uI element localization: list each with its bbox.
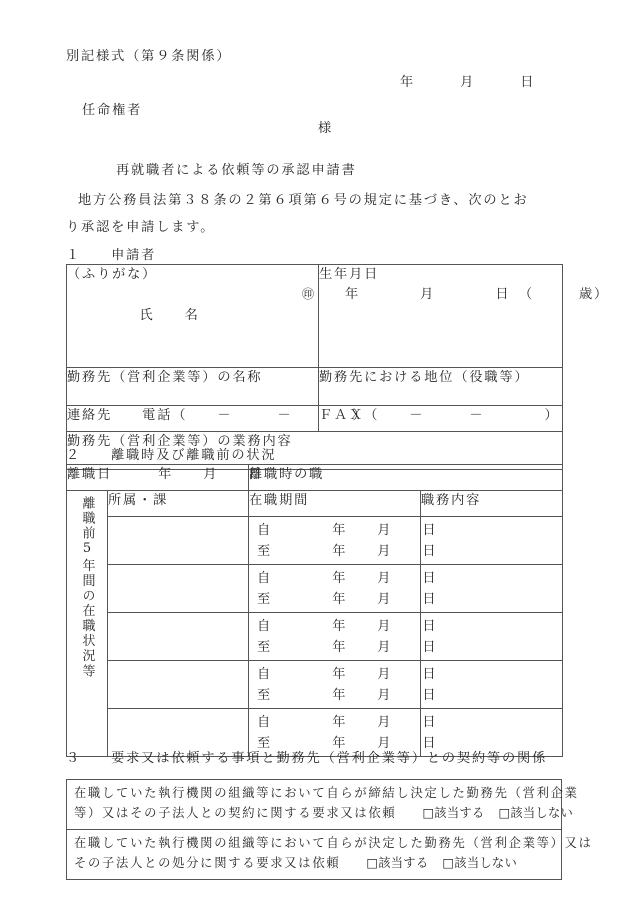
section-2-heading: ２ 離職時及び離職前の状況 xyxy=(66,448,277,463)
relation-answer-line xyxy=(74,854,555,874)
duties-input-cell[interactable] xyxy=(421,661,563,709)
appointer-label: 任命権者 xyxy=(82,103,143,118)
column-header-duties xyxy=(421,491,563,517)
duties-input-cell[interactable] xyxy=(421,517,563,565)
period-stack xyxy=(249,709,438,754)
period-to-label[interactable]: 至 年 月 日 xyxy=(257,544,438,560)
period-stack xyxy=(249,613,438,658)
workplace-position-cell[interactable] xyxy=(319,368,563,406)
name-label-row xyxy=(67,285,318,367)
retirement-status-table xyxy=(66,464,563,757)
checkbox-applicable[interactable]: □該当する xyxy=(366,855,429,870)
retire-date-fields[interactable]: 年 月 日 xyxy=(158,467,264,482)
applicant-birthdate-cell[interactable] xyxy=(319,265,610,368)
period-from-label[interactable]: 自 年 月 日 xyxy=(257,523,438,538)
duties-input-cell[interactable] xyxy=(421,709,563,757)
retire-date-line xyxy=(67,465,264,485)
relation-text-line-2: その子法人との処分に関する要求又は依頼 xyxy=(74,855,341,870)
contact-fax-cell[interactable] xyxy=(319,406,563,432)
dept-input-cell[interactable] xyxy=(108,565,249,613)
name-label: 氏 名 xyxy=(139,307,200,323)
period-from-label[interactable]: 自 年 月 日 xyxy=(257,619,438,634)
period-to-label[interactable]: 至 年 月 日 xyxy=(257,736,438,752)
period-cell[interactable] xyxy=(249,517,438,565)
retire-date-cell[interactable] xyxy=(67,465,264,491)
table-row xyxy=(67,491,563,517)
relation-text-line-2: 等）又はその子法人との契約に関する要求又は依頼 xyxy=(74,805,397,820)
table-row xyxy=(67,780,562,830)
period-from-label[interactable]: 自 年 月 日 xyxy=(257,667,438,682)
section-3-heading: ３ 要求又は依頼する事項と勤務先（営利企業等）との契約等の関係 xyxy=(66,751,548,766)
period-stack xyxy=(249,565,438,610)
applicant-table xyxy=(66,264,610,470)
relation-text-line-1: 在職していた執行機関の組織等において自らが締結し決定した勤務先（営利企業 xyxy=(74,786,579,800)
table-row xyxy=(67,709,563,757)
period-cell[interactable] xyxy=(249,661,438,709)
column-header-period xyxy=(249,491,421,517)
date-entry-line[interactable]: 年 月 日 xyxy=(400,75,536,90)
section-1-heading: １ 申請者 xyxy=(66,248,157,263)
period-from-label[interactable]: 自 年 月 日 xyxy=(257,571,438,586)
table-row xyxy=(67,613,563,661)
checkbox-applicable[interactable]: □該当する xyxy=(422,805,485,820)
column-header-period-label: 在職期間 xyxy=(249,493,310,508)
dept-input-cell[interactable] xyxy=(108,709,249,757)
relation-answer-line xyxy=(74,804,574,824)
business-content-label: 勤務先（営利企業等）の業務内容 xyxy=(67,434,293,450)
table-row xyxy=(67,368,563,406)
period-stack xyxy=(249,661,438,706)
relation-row-contract[interactable] xyxy=(67,780,579,830)
period-to-label[interactable]: 至 年 月 日 xyxy=(257,688,438,704)
contact-fax-label[interactable]: ＦＡＸ（ － － ） xyxy=(319,408,560,424)
table-row xyxy=(67,661,563,709)
table-row xyxy=(67,565,563,613)
addressee-honorific: 様 xyxy=(318,121,334,136)
period-stack xyxy=(249,517,438,562)
table-row xyxy=(67,517,563,565)
furigana-label: （ふりがな） xyxy=(67,267,158,282)
column-header-duties-label: 職務内容 xyxy=(421,493,482,508)
workplace-position-label: 勤務先における地位（役職等） xyxy=(319,370,530,386)
retire-position-label: 離職時の職 xyxy=(249,467,325,482)
period-to-label[interactable]: 至 年 月 日 xyxy=(257,592,438,608)
seal-icon: ㊞ xyxy=(301,287,314,302)
column-header-dept xyxy=(108,491,249,517)
pre-retirement-vertical-label: 離職前5年間の在職状況等 xyxy=(79,496,95,679)
period-cell[interactable] xyxy=(249,709,438,757)
vertical-label-cell xyxy=(67,491,108,757)
applicant-name-cell[interactable] xyxy=(67,265,319,368)
relation-row-disposition[interactable] xyxy=(67,829,593,879)
table-row xyxy=(67,465,563,491)
statement-line-2: り承認を申請します。 xyxy=(66,220,216,235)
form-code-label: 別記様式（第９条関係） xyxy=(66,49,232,64)
period-cell[interactable] xyxy=(249,613,438,661)
dept-input-cell[interactable] xyxy=(108,517,249,565)
table-row xyxy=(67,265,563,368)
statement-line-1: 地方公務員法第３８条の２第６項第６号の規定に基づき、次のとお xyxy=(78,193,529,208)
checkbox-not-applicable[interactable]: □該当しない xyxy=(442,855,517,870)
period-cell[interactable] xyxy=(249,565,438,613)
workplace-name-label: 勤務先（営利企業等）の名称 xyxy=(67,370,263,386)
duties-input-cell[interactable] xyxy=(421,565,563,613)
birthdate-label: 生年月日 xyxy=(319,267,380,282)
period-from-label[interactable]: 自 年 月 日 xyxy=(257,715,438,730)
period-to-label[interactable]: 至 年 月 日 xyxy=(257,640,438,656)
dept-input-cell[interactable] xyxy=(108,661,249,709)
birthdate-fields[interactable]: 年 月 日 （ 歳） xyxy=(345,287,610,303)
dept-input-cell[interactable] xyxy=(108,613,249,661)
retire-date-label: 離職日 xyxy=(67,467,113,482)
column-header-dept-label: 所属・課 xyxy=(108,493,169,508)
checkbox-not-applicable[interactable]: □該当しない xyxy=(498,805,574,820)
page-title: 再就職者による依頼等の承認申請書 xyxy=(116,163,357,178)
retire-position-cell[interactable] xyxy=(249,465,563,491)
contact-phone-cell[interactable] xyxy=(67,406,368,432)
contact-phone-label[interactable]: 連絡先 電話（ － － ） xyxy=(67,408,368,424)
table-row xyxy=(67,406,563,432)
workplace-name-cell[interactable] xyxy=(67,368,319,406)
duties-input-cell[interactable] xyxy=(421,613,563,661)
relation-text-line-1: 在職していた執行機関の組織等において自らが決定した勤務先（営利企業等）又は xyxy=(74,835,593,850)
contract-relation-table xyxy=(66,779,593,880)
table-row xyxy=(67,829,562,879)
